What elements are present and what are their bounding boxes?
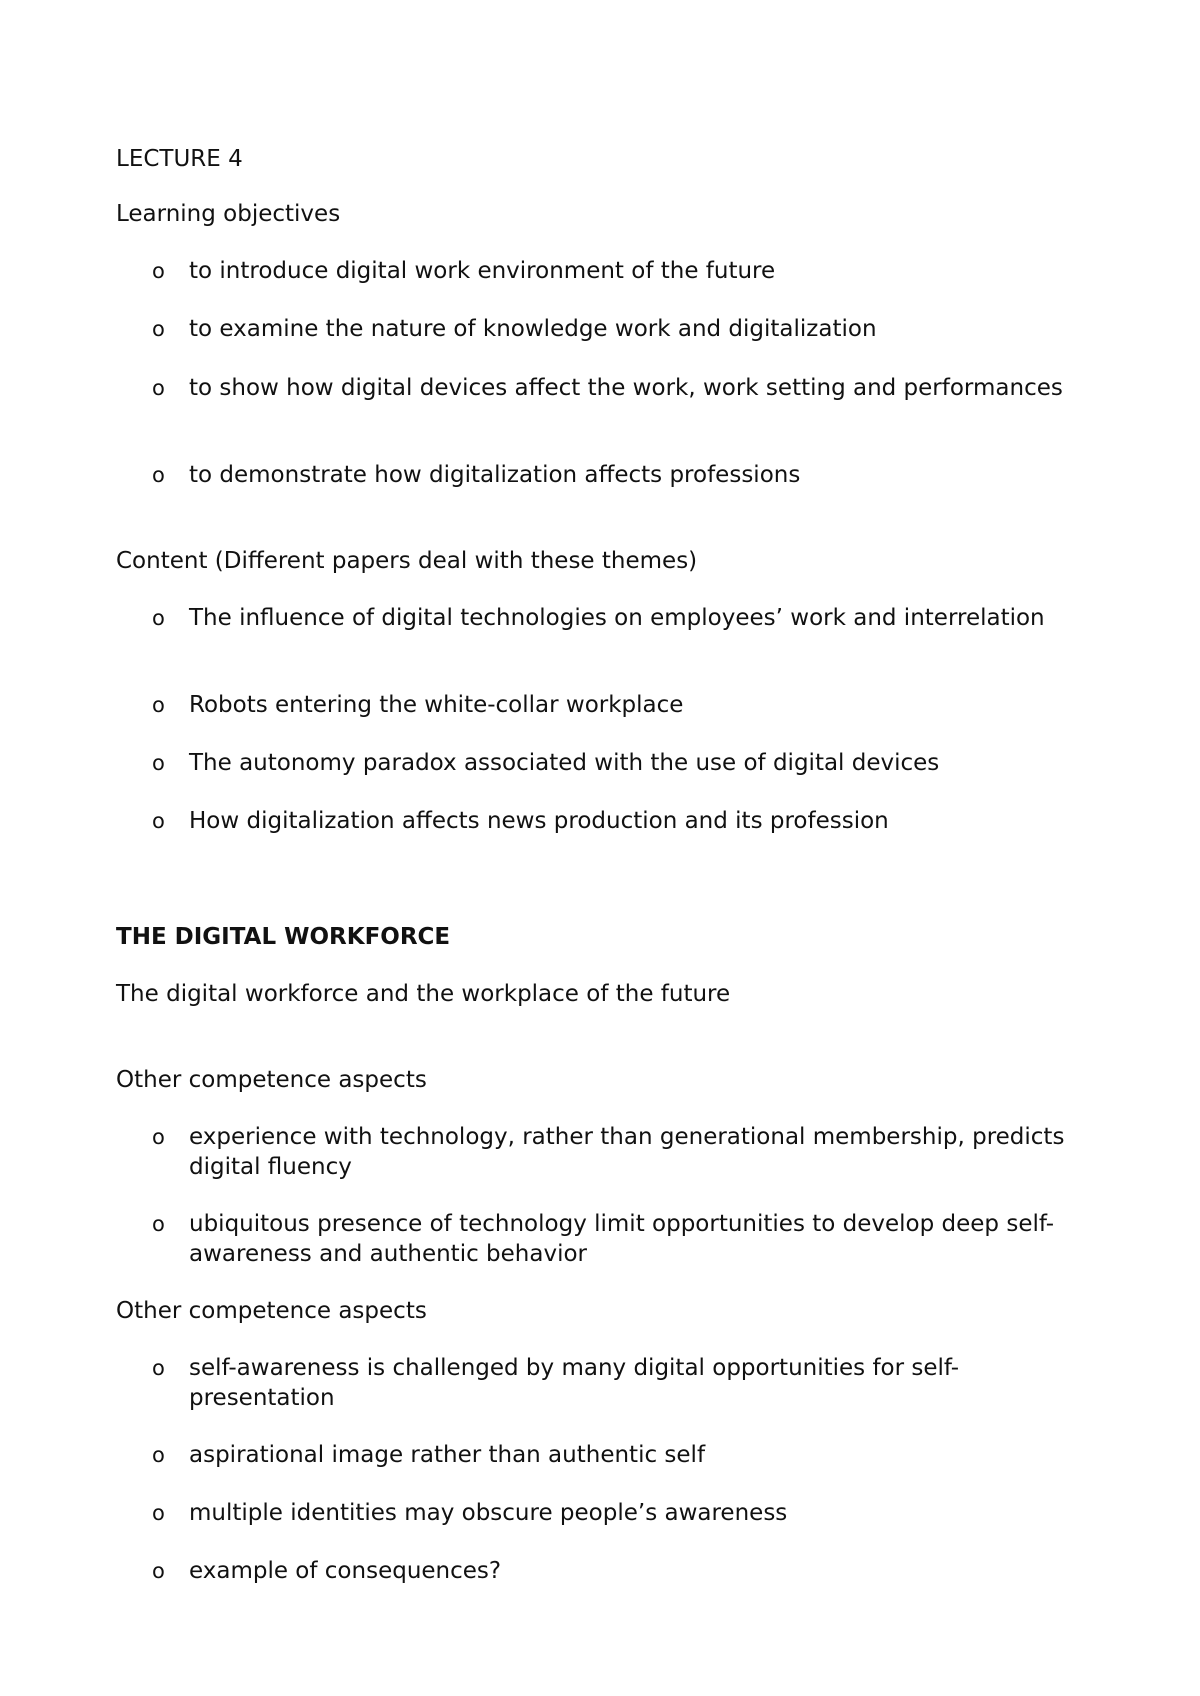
competence-text: self-awareness is challenged by many digital opportunities for self-presentation [189,1355,960,1411]
list-item [152,373,1092,403]
list-item [152,1440,1092,1470]
bullet-icon: o [152,1559,165,1583]
list-item [152,1209,1092,1269]
bullet-icon: o [152,1212,165,1236]
list-item [152,1353,1092,1413]
objective-text: to introduce digital work environment of the future [189,258,776,284]
list-item [152,1122,1092,1182]
bullet-icon: o [152,259,165,283]
competence-text: multiple identities may obscure people’s awareness [189,1500,788,1526]
list-item [152,460,1092,490]
section-title: THE DIGITAL WORKFORCE [116,924,451,950]
list-item [152,314,1092,344]
objective-text: to examine the nature of knowledge work and digitalization [189,316,877,342]
lecture-title: LECTURE 4 [116,146,243,172]
content-text: How digitalization affects news production and its profession [189,808,889,834]
bullet-icon: o [152,809,165,833]
section-subtitle: The digital workforce and the workplace of the future [116,981,731,1007]
competence-heading: Other competence aspects [116,1067,427,1093]
list-item [152,1498,1092,1528]
bullet-icon: o [152,1356,165,1380]
competence-text: ubiquitous presence of technology limit opportunities to develop deep self-awareness and authentic behavior [189,1211,1054,1267]
content-text: The influence of digital technologies on employees’ work and interrelation [189,605,1045,631]
list-item [152,603,1092,633]
content-text: Robots entering the white-collar workplace [189,692,684,718]
bullet-icon: o [152,463,165,487]
bullet-icon: o [152,693,165,717]
objectives-heading: Learning objectives [116,201,341,227]
bullet-icon: o [152,1125,165,1149]
list-item [152,1556,1092,1586]
competence-text: aspirational image rather than authentic self [189,1442,706,1468]
competence-text: experience with technology, rather than generational membership, predicts digital fluency [189,1124,1065,1180]
list-item [152,748,1092,778]
competence-heading: Other competence aspects [116,1298,427,1324]
content-text: The autonomy paradox associated with the use of digital devices [189,750,940,776]
bullet-icon: o [152,317,165,341]
bullet-icon: o [152,1443,165,1467]
bullet-icon: o [152,751,165,775]
list-item [152,256,1092,286]
bullet-icon: o [152,606,165,630]
objective-text: to show how digital devices affect the work, work setting and performances [189,375,1063,401]
list-item [152,806,1092,836]
competence-text: example of consequences? [189,1558,502,1584]
objective-text: to demonstrate how digitalization affects professions [189,462,801,488]
bullet-icon: o [152,376,165,400]
content-heading: Content (Different papers deal with these themes) [116,548,698,574]
bullet-icon: o [152,1501,165,1525]
list-item [152,690,1092,720]
